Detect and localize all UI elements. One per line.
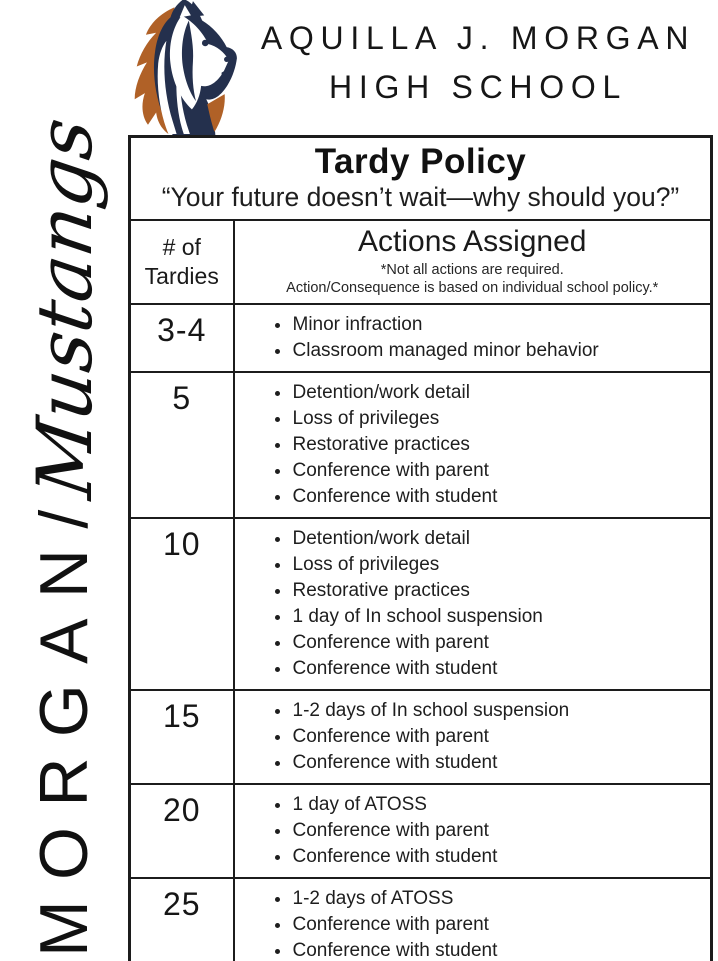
action-item: • Minor infraction (292, 312, 705, 338)
tardies-count: 15 (130, 690, 234, 784)
table-row (130, 518, 712, 690)
actions-cell (234, 878, 712, 961)
actions-list (235, 380, 705, 510)
table-row (130, 372, 712, 518)
table-row (130, 304, 712, 372)
action-item: • 1-2 days of ATOSS (292, 886, 705, 912)
actions-cell (234, 518, 712, 690)
action-item: • Conference with student (292, 938, 705, 961)
tardies-count: 5 (130, 372, 234, 518)
action-item: • 1 day of In school suspension (292, 604, 705, 630)
tardy-policy-table (128, 135, 713, 961)
school-name (242, 14, 714, 112)
actions-list (235, 792, 705, 870)
policy-title-row (130, 137, 712, 221)
policy-rows (130, 304, 712, 961)
tardies-count: 25 (130, 878, 234, 961)
action-item: • Restorative practices (292, 432, 705, 458)
vertical-brand (4, 95, 124, 957)
actions-list (235, 698, 705, 776)
actions-cell (234, 690, 712, 784)
action-item: • Conference with student (292, 484, 705, 510)
tardies-count: 3-4 (130, 304, 234, 372)
actions-cell (234, 304, 712, 372)
table-row (130, 878, 712, 961)
tardies-count: 20 (130, 784, 234, 878)
policy-subtitle: “Your future doesn’t wait—why should you?” (161, 182, 680, 212)
actions-list (235, 312, 705, 364)
table-row (130, 784, 712, 878)
action-item: • Conference with parent (292, 630, 705, 656)
school-name-line1: AQUILLA J. MORGAN (260, 20, 696, 56)
tardies-count: 10 (130, 518, 234, 690)
vertical-brand-text (4, 95, 124, 957)
actions-header-title: Actions Assigned (358, 225, 587, 258)
policy-header-row (130, 220, 712, 304)
brand-mustangs-text: Mustangs (19, 112, 109, 504)
actions-cell (234, 784, 712, 878)
action-item: • Conference with parent (292, 724, 705, 750)
actions-cell (234, 372, 712, 518)
action-item: • 1-2 days of In school suspension (292, 698, 705, 724)
actions-list (235, 886, 705, 961)
tardies-header-line2: Tardies (144, 263, 219, 289)
policy-title: Tardy Policy (314, 142, 527, 181)
action-item: • Conference with student (292, 750, 705, 776)
action-item: • Loss of privileges (292, 406, 705, 432)
actions-column-header (234, 220, 712, 304)
brand-morgan-text: MORGAN/ (26, 489, 102, 957)
action-item: • Conference with student (292, 844, 705, 870)
table-row (130, 690, 712, 784)
school-name-line2: HIGH SCHOOL (329, 69, 627, 105)
action-item: • Conference with student (292, 656, 705, 682)
action-item: • Restorative practices (292, 578, 705, 604)
action-item: • Conference with parent (292, 912, 705, 938)
action-item: • 1 day of ATOSS (292, 792, 705, 818)
tardies-column-header (130, 220, 234, 304)
action-item: • Conference with parent (292, 818, 705, 844)
action-item: • Detention/work detail (292, 526, 705, 552)
actions-note-line1: *Not all actions are required. (380, 262, 564, 278)
action-item: • Conference with parent (292, 458, 705, 484)
action-item: • Classroom managed minor behavior (292, 338, 705, 364)
action-item: • Loss of privileges (292, 552, 705, 578)
policy-title-cell (130, 137, 712, 221)
action-item: • Detention/work detail (292, 380, 705, 406)
actions-note-line2: Action/Consequence is based on individual school policy.* (286, 280, 659, 296)
actions-list (235, 526, 705, 682)
tardies-header-line1: # of (162, 234, 201, 260)
